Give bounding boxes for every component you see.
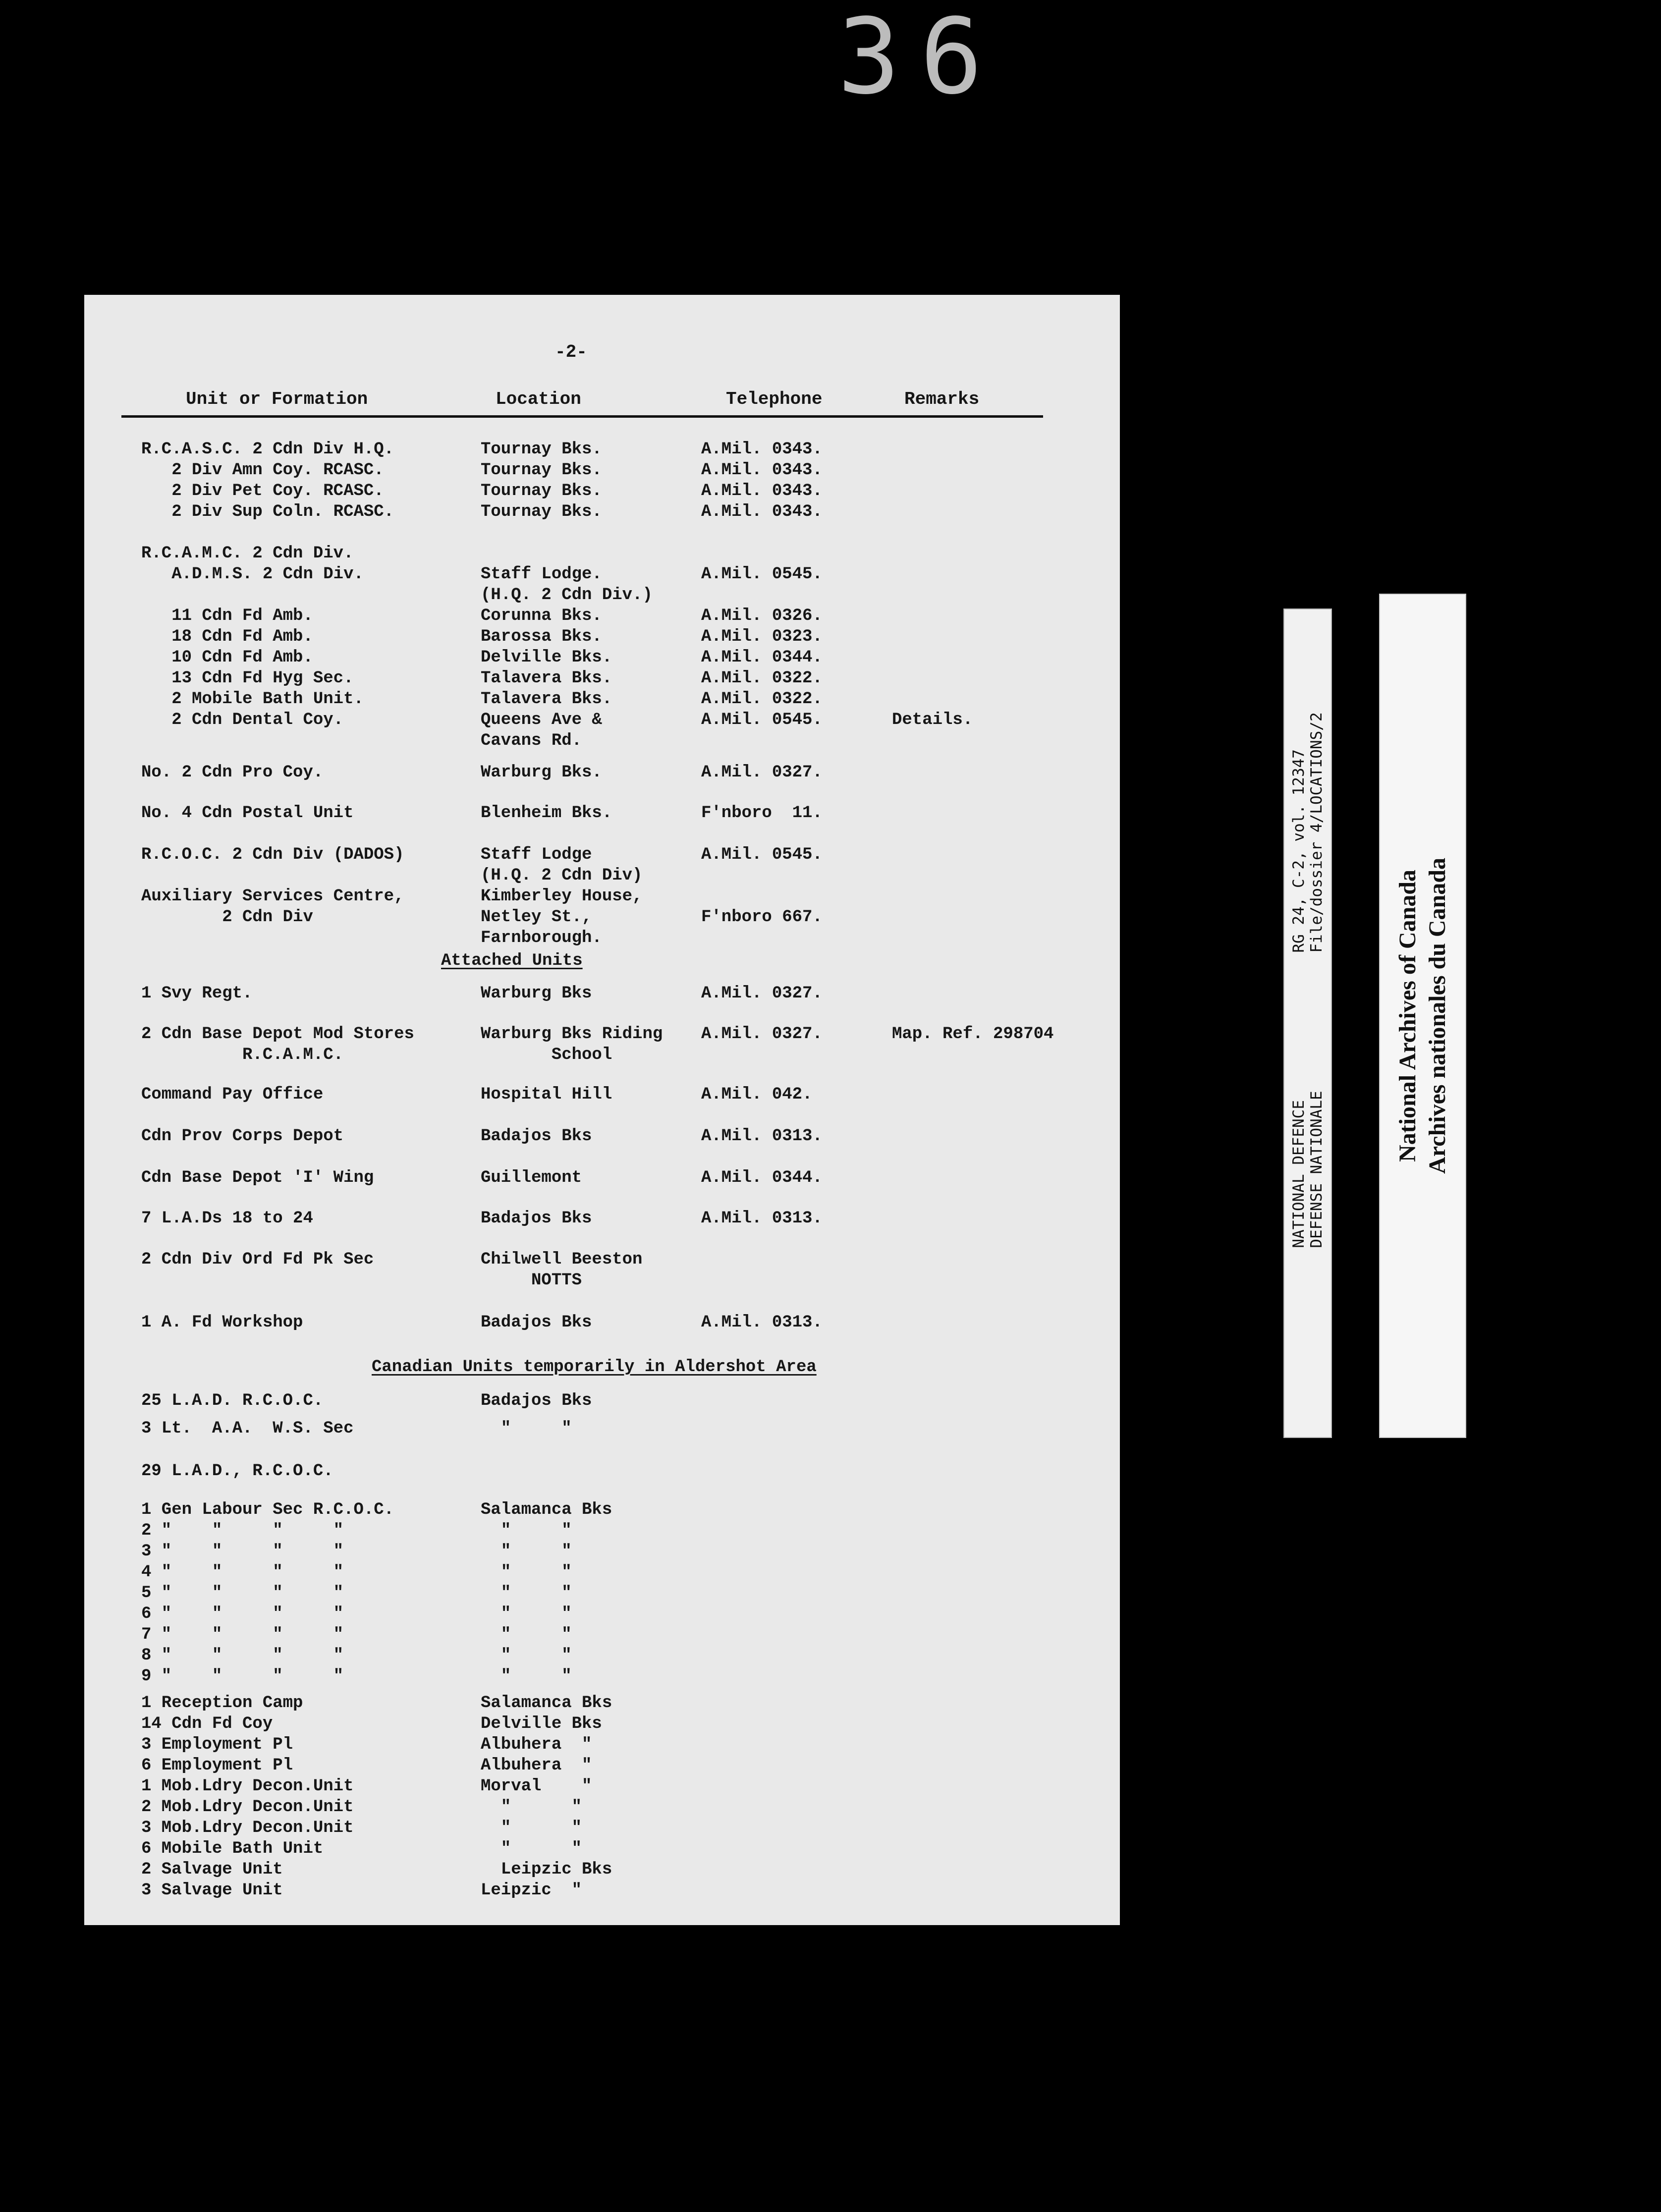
telephone-cell: A.Mil. 0323. bbox=[701, 627, 823, 646]
location-cell: Delville Bks. bbox=[481, 648, 612, 667]
stamp-ref-1: RG 24, C-2, vol. 12347 bbox=[1290, 749, 1308, 953]
telephone-cell: A.Mil. 0343. bbox=[701, 502, 823, 521]
location-cell: Hospital Hill bbox=[481, 1085, 612, 1104]
location-cell: " " bbox=[481, 1584, 572, 1603]
location-cell: Staff Lodge bbox=[481, 845, 592, 864]
telephone-cell: A.Mil. 0313. bbox=[701, 1209, 823, 1228]
unit-cell: 8 " " " " bbox=[141, 1646, 344, 1665]
telephone-cell: A.Mil. 0343. bbox=[701, 440, 823, 459]
stamp-ref-2: File/dossier 4/LOCATIONS/2 bbox=[1308, 712, 1326, 953]
location-cell: Tournay Bks. bbox=[481, 482, 602, 500]
unit-cell: 1 Gen Labour Sec R.C.O.C. bbox=[141, 1500, 394, 1519]
section-title-attached-units: Attached Units bbox=[441, 951, 583, 970]
unit-cell: 14 Cdn Fd Coy bbox=[141, 1714, 273, 1733]
unit-cell: 6 Employment Pl bbox=[141, 1756, 293, 1775]
document-page bbox=[84, 295, 1120, 1925]
location-cell: Farnborough. bbox=[481, 929, 602, 947]
location-cell: " " bbox=[481, 1625, 572, 1644]
location-cell: " " bbox=[481, 1563, 572, 1582]
telephone-cell: F'nboro 11. bbox=[701, 804, 823, 823]
unit-cell: R.C.A.S.C. 2 Cdn Div H.Q. bbox=[141, 440, 394, 459]
page-number: -2- bbox=[555, 342, 587, 362]
stamp-defence-text bbox=[1290, 1091, 1326, 1248]
location-cell: Queens Ave & bbox=[481, 711, 602, 729]
microfilm-frame-number: 36 bbox=[837, 0, 1002, 117]
telephone-cell: A.Mil. 0322. bbox=[701, 669, 823, 688]
location-cell: " " bbox=[481, 1521, 572, 1540]
unit-cell: 2 Cdn Div bbox=[141, 908, 313, 927]
unit-cell: 6 Mobile Bath Unit bbox=[141, 1839, 324, 1858]
unit-cell: 9 " " " " bbox=[141, 1667, 344, 1686]
location-cell: " " bbox=[481, 1646, 572, 1665]
unit-cell: Cdn Prov Corps Depot bbox=[141, 1127, 344, 1146]
archives-label bbox=[1379, 594, 1466, 1438]
location-cell: Talavera Bks. bbox=[481, 690, 612, 709]
archives-label-fr: Archives nationales du Canada bbox=[1424, 858, 1450, 1174]
unit-cell: Command Pay Office bbox=[141, 1085, 324, 1104]
unit-cell: 7 " " " " bbox=[141, 1625, 344, 1644]
location-cell: Kimberley House, bbox=[481, 887, 643, 906]
location-cell: NOTTS bbox=[481, 1271, 582, 1290]
unit-cell: 5 " " " " bbox=[141, 1584, 344, 1603]
unit-cell: R.C.A.M.C. bbox=[141, 1046, 344, 1064]
location-cell: Badajos Bks bbox=[481, 1313, 592, 1332]
unit-cell: 2 Div Sup Coln. RCASC. bbox=[141, 502, 394, 521]
unit-cell: 2 Div Pet Coy. RCASC. bbox=[141, 482, 384, 500]
location-cell: " " bbox=[481, 1604, 572, 1623]
telephone-cell: F'nboro 667. bbox=[701, 908, 823, 927]
unit-cell: 2 Cdn Div Ord Fd Pk Sec bbox=[141, 1250, 374, 1269]
header-unit: Unit or Formation bbox=[186, 389, 368, 409]
location-cell: (H.Q. 2 Cdn Div.) bbox=[481, 586, 653, 605]
unit-cell: 7 L.A.Ds 18 to 24 bbox=[141, 1209, 313, 1228]
location-cell: (H.Q. 2 Cdn Div) bbox=[481, 866, 643, 885]
telephone-cell: A.Mil. 0327. bbox=[701, 1025, 823, 1044]
unit-cell: R.C.O.C. 2 Cdn Div (DADOS) bbox=[141, 845, 404, 864]
header-remarks: Remarks bbox=[904, 389, 980, 409]
telephone-cell: A.Mil. 0343. bbox=[701, 461, 823, 480]
location-cell: Badajos Bks bbox=[481, 1127, 592, 1146]
remarks-cell: Map. Ref. 298704 bbox=[892, 1025, 1054, 1044]
header-telephone: Telephone bbox=[726, 389, 823, 409]
unit-cell: No. 4 Cdn Postal Unit bbox=[141, 804, 354, 823]
location-cell: Tournay Bks. bbox=[481, 440, 602, 459]
unit-cell: R.C.A.M.C. 2 Cdn Div. bbox=[141, 544, 354, 563]
location-cell: Cavans Rd. bbox=[481, 731, 582, 750]
unit-cell: A.D.M.S. 2 Cdn Div. bbox=[141, 565, 364, 584]
unit-cell: 6 " " " " bbox=[141, 1604, 344, 1623]
national-defence-stamp bbox=[1283, 608, 1332, 1438]
location-cell: Tournay Bks. bbox=[481, 502, 602, 521]
location-cell: " " bbox=[481, 1542, 572, 1561]
telephone-cell: A.Mil. 0545. bbox=[701, 565, 823, 584]
unit-cell: 1 Svy Regt. bbox=[141, 984, 253, 1003]
location-cell: Talavera Bks. bbox=[481, 669, 612, 688]
unit-cell: 2 Cdn Dental Coy. bbox=[141, 711, 344, 729]
telephone-cell: A.Mil. 0313. bbox=[701, 1127, 823, 1146]
stamp-line-2: DEFENSE NATIONALE bbox=[1308, 1091, 1326, 1248]
location-cell: School bbox=[481, 1046, 612, 1064]
stamp-reference-text bbox=[1290, 712, 1326, 952]
unit-cell: No. 2 Cdn Pro Coy. bbox=[141, 763, 324, 782]
location-cell: Tournay Bks. bbox=[481, 461, 602, 480]
unit-cell: 1 Mob.Ldry Decon.Unit bbox=[141, 1777, 354, 1796]
telephone-cell: A.Mil. 0326. bbox=[701, 607, 823, 625]
unit-cell: Auxiliary Services Centre, bbox=[141, 887, 404, 906]
unit-cell: 10 Cdn Fd Amb. bbox=[141, 648, 313, 667]
location-cell: Morval " bbox=[481, 1777, 592, 1796]
unit-cell: 2 Mob.Ldry Decon.Unit bbox=[141, 1798, 354, 1817]
telephone-cell: A.Mil. 0545. bbox=[701, 711, 823, 729]
unit-cell: 29 L.A.D., R.C.O.C. bbox=[141, 1462, 333, 1481]
unit-cell: 2 Salvage Unit bbox=[141, 1860, 283, 1879]
location-cell: Leipzic Bks bbox=[481, 1860, 612, 1879]
unit-cell: 4 " " " " bbox=[141, 1563, 344, 1582]
location-cell: Albuhera " bbox=[481, 1756, 592, 1775]
unit-cell: 3 Employment Pl bbox=[141, 1735, 293, 1754]
unit-cell: 3 Mob.Ldry Decon.Unit bbox=[141, 1819, 354, 1837]
location-cell: Delville Bks bbox=[481, 1714, 602, 1733]
telephone-cell: A.Mil. 0343. bbox=[701, 482, 823, 500]
location-cell: Barossa Bks. bbox=[481, 627, 602, 646]
unit-cell: 2 Cdn Base Depot Mod Stores bbox=[141, 1025, 414, 1044]
archives-label-text bbox=[1393, 858, 1452, 1174]
unit-cell: 13 Cdn Fd Hyg Sec. bbox=[141, 669, 354, 688]
remarks-cell: Details. bbox=[892, 711, 973, 729]
telephone-cell: A.Mil. 0313. bbox=[701, 1313, 823, 1332]
location-cell: " " bbox=[481, 1819, 582, 1837]
location-cell: " " bbox=[481, 1798, 582, 1817]
telephone-cell: A.Mil. 042. bbox=[701, 1085, 813, 1104]
archives-label-en: National Archives of Canada bbox=[1394, 870, 1421, 1162]
stamp-line-1: NATIONAL DEFENCE bbox=[1290, 1100, 1308, 1248]
unit-cell: 2 Mobile Bath Unit. bbox=[141, 690, 364, 709]
unit-cell: 25 L.A.D. R.C.O.C. bbox=[141, 1391, 324, 1410]
location-cell: Warburg Bks bbox=[481, 984, 592, 1003]
location-cell: Salamanca Bks bbox=[481, 1500, 612, 1519]
location-cell: Badajos Bks bbox=[481, 1209, 592, 1228]
telephone-cell: A.Mil. 0322. bbox=[701, 690, 823, 709]
location-cell: Warburg Bks Riding bbox=[481, 1025, 663, 1044]
unit-cell: 3 Lt. A.A. W.S. Sec bbox=[141, 1419, 354, 1438]
unit-cell: Cdn Base Depot 'I' Wing bbox=[141, 1168, 374, 1187]
unit-cell: 3 " " " " bbox=[141, 1542, 344, 1561]
location-cell: Leipzic " bbox=[481, 1881, 582, 1900]
header-rule bbox=[121, 415, 1043, 418]
location-cell: Staff Lodge. bbox=[481, 565, 602, 584]
location-cell: Blenheim Bks. bbox=[481, 804, 612, 823]
unit-cell: 1 A. Fd Workshop bbox=[141, 1313, 303, 1332]
telephone-cell: A.Mil. 0344. bbox=[701, 1168, 823, 1187]
unit-cell: 18 Cdn Fd Amb. bbox=[141, 627, 313, 646]
telephone-cell: A.Mil. 0545. bbox=[701, 845, 823, 864]
location-cell: " " bbox=[481, 1839, 582, 1858]
unit-cell: 2 Div Amn Coy. RCASC. bbox=[141, 461, 384, 480]
unit-cell: 1 Reception Camp bbox=[141, 1694, 303, 1713]
telephone-cell: A.Mil. 0327. bbox=[701, 984, 823, 1003]
location-cell: Salamanca Bks bbox=[481, 1694, 612, 1713]
location-cell: Warburg Bks. bbox=[481, 763, 602, 782]
location-cell: Corunna Bks. bbox=[481, 607, 602, 625]
location-cell: Netley St., bbox=[481, 908, 592, 927]
location-cell: Chilwell Beeston bbox=[481, 1250, 643, 1269]
location-cell: " " bbox=[481, 1667, 572, 1686]
unit-cell: 3 Salvage Unit bbox=[141, 1881, 283, 1900]
unit-cell: 11 Cdn Fd Amb. bbox=[141, 607, 313, 625]
unit-cell: 2 " " " " bbox=[141, 1521, 344, 1540]
header-location: Location bbox=[496, 389, 581, 409]
telephone-cell: A.Mil. 0327. bbox=[701, 763, 823, 782]
location-cell: Guillemont bbox=[481, 1168, 582, 1187]
section-title-canadian-units: Canadian Units temporarily in Aldershot Area bbox=[372, 1358, 817, 1377]
telephone-cell: A.Mil. 0344. bbox=[701, 648, 823, 667]
location-cell: Badajos Bks bbox=[481, 1391, 592, 1410]
location-cell: " " bbox=[481, 1419, 572, 1438]
location-cell: Albuhera " bbox=[481, 1735, 592, 1754]
